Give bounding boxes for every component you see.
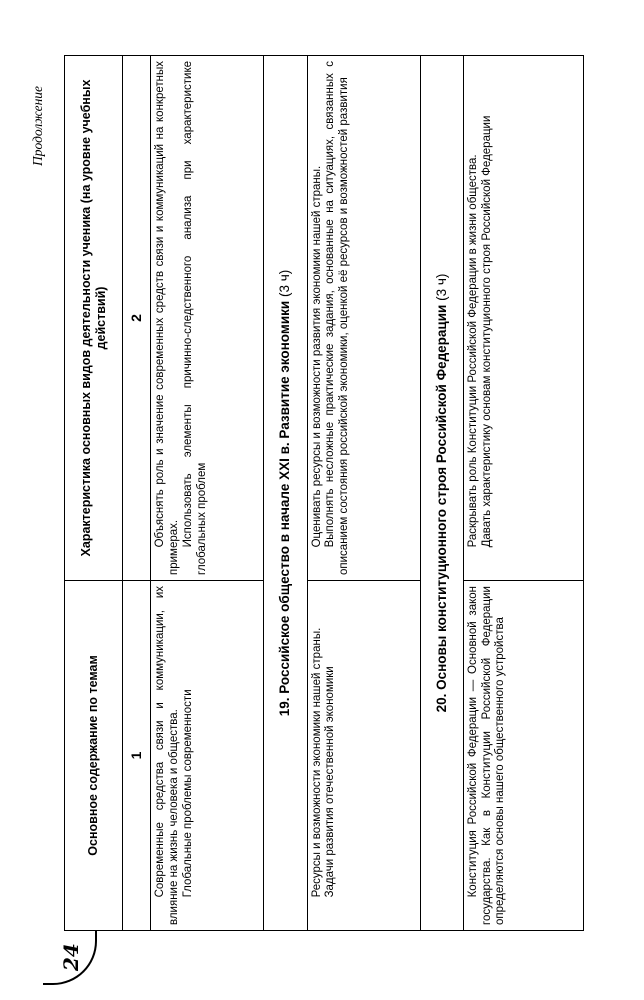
activities-cell: Объяснять роль и значение современных средств связи и коммуникаций на конкретных примерах. Использовать элементы причинно-следственного анализа при характеристике глобальных проблем bbox=[151, 56, 264, 581]
header-activities: Характеристика основных видов деятельности ученика (на уровне учебных действий) bbox=[65, 56, 123, 581]
section-hours: (3 ч) bbox=[433, 273, 449, 301]
table-row bbox=[151, 56, 264, 931]
activities-cell: Раскрывать роль Конституции Российской Федерации в жизни общества. Давать характеристику основам конституционного строя Российской Федерации bbox=[463, 56, 583, 581]
section-header bbox=[264, 56, 307, 931]
table-row bbox=[307, 56, 420, 931]
column-number-2: 2 bbox=[123, 56, 151, 581]
table-row bbox=[463, 56, 583, 931]
activities-cell: Оценивать ресурсы и возможности развития экономики нашей страны. Выполнять несложные практические задания, основанные на ситуациях, связанных с описанием состояния российской экономики, оценкой её ресурсов и возможностей развития bbox=[307, 56, 420, 581]
continued-label: Продолжение bbox=[30, 85, 45, 166]
content-cell: Ресурсы и возможности экономики нашей страны. Задачи развития отечественной экономики bbox=[307, 581, 420, 931]
content-cell: Современные средства связи и коммуникации, их влияние на жизнь человека и общества. Глобальные проблемы современности bbox=[151, 581, 264, 931]
curriculum-table bbox=[64, 55, 584, 931]
column-number-1: 1 bbox=[123, 581, 151, 931]
section-title: 20. Основы конституционного строя Российской Федерации bbox=[433, 304, 449, 713]
page-number bbox=[43, 930, 98, 985]
section-header bbox=[420, 56, 463, 931]
header-content: Основное содержание по темам bbox=[65, 581, 123, 931]
content-cell: Конституция Российской Федерации — Основной закон государства. Как в Конституции Российской Федерации определяются основы нашего общественного устройства bbox=[463, 581, 583, 931]
section-hours: (3 ч) bbox=[277, 269, 293, 298]
section-title: 19. Российское общество в начале XXI в. Развитие экономики bbox=[277, 300, 293, 717]
page-number-text: 24 bbox=[59, 943, 83, 971]
